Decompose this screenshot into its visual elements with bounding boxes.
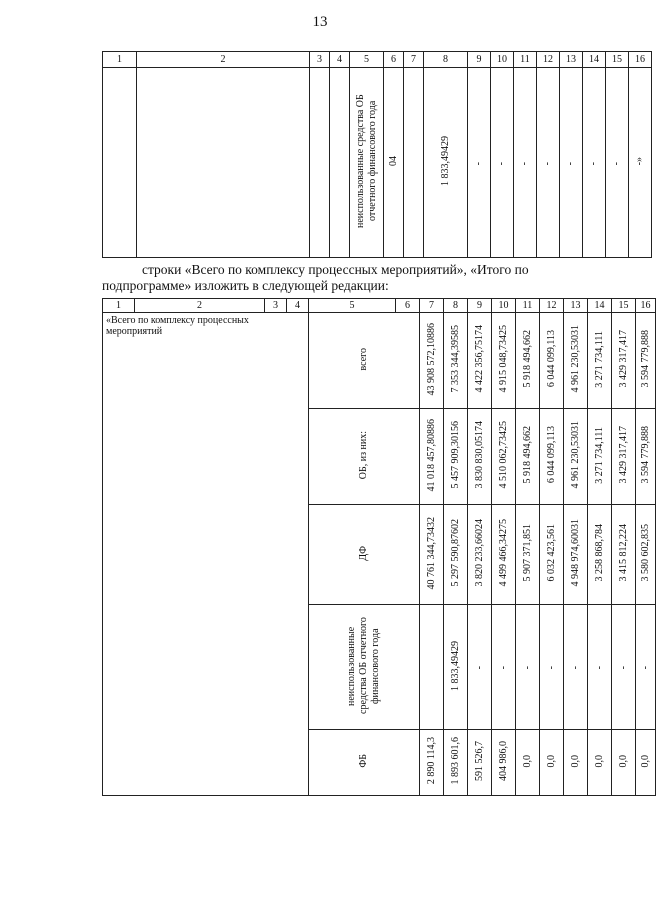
table2-header-cell: 12	[540, 299, 564, 313]
table2-value-cell: -	[540, 605, 564, 730]
table2-header-cell: 7	[420, 299, 444, 313]
table1-header-cell: 8	[424, 52, 468, 68]
table2-value-cell: 3 429 317,417	[612, 409, 636, 505]
table1-value-cell: -»	[629, 68, 652, 258]
table2-header-cell: 9	[468, 299, 492, 313]
table2-header-cell: 16	[636, 299, 656, 313]
table2-header-cell: 10	[492, 299, 516, 313]
table2-row-total	[103, 313, 656, 409]
table1-value-cell: -	[468, 68, 491, 258]
table2-value-cell: 0,0	[564, 730, 588, 796]
table1-header-cell: 11	[514, 52, 537, 68]
table2-value-cell: 4 961 230,53031	[564, 313, 588, 409]
table2-value-cell: -	[516, 605, 540, 730]
table2-header-cell: 5	[309, 299, 396, 313]
table1-cell	[404, 68, 424, 258]
table2-value-cell: 3 415 812,224	[612, 505, 636, 605]
table1-value-cell	[424, 68, 468, 258]
table2-value-cell: 591 526,7	[468, 730, 492, 796]
table2-value-cell: 5 918 494,662	[516, 409, 540, 505]
table1-header-cell: 12	[537, 52, 560, 68]
table2-value-cell: -	[588, 605, 612, 730]
table2-rowname-cell: неиспользованные средства ОБ отчетного финансового года	[309, 605, 420, 730]
table2-header-cell: 13	[564, 299, 588, 313]
table1-value-cell: -	[560, 68, 583, 258]
page-number: 13	[312, 14, 328, 30]
table1-header-cell: 16	[629, 52, 652, 68]
table2-value-cell: 4 961 230,53031	[564, 409, 588, 505]
table1-code-text: 04	[387, 156, 399, 166]
table2-value-cell: 3 594 779,888	[636, 313, 656, 409]
table1-header-cell: 2	[137, 52, 310, 68]
table1-header-cell: 15	[606, 52, 629, 68]
table1-cell	[137, 68, 310, 258]
continuation-table	[102, 51, 652, 258]
table1-value-cell: -	[606, 68, 629, 258]
table1-header-cell: 3	[310, 52, 330, 68]
table1-value-cell: -	[537, 68, 560, 258]
table1-value-cell: -	[583, 68, 606, 258]
table1-header-cell: 1	[103, 52, 137, 68]
table1-header-cell: 6	[384, 52, 404, 68]
table2-value-cell: 6 032 423,561	[540, 505, 564, 605]
table2-value-cell: 404 986,0	[492, 730, 516, 796]
table2-value-cell: 4 915 048,73425	[492, 313, 516, 409]
table2-value-cell: 4 948 974,60031	[564, 505, 588, 605]
table2-value-cell: 1 893 601,6	[444, 730, 468, 796]
table2-value-cell: 0,0	[540, 730, 564, 796]
table1-source-cell	[350, 68, 384, 258]
table1-cell	[103, 68, 137, 258]
table2-header-cell: 3	[265, 299, 287, 313]
table2-value-cell: 4 422 356,75174	[468, 313, 492, 409]
table2-value-cell: 3 258 868,784	[588, 505, 612, 605]
table1-header-cell: 4	[330, 52, 350, 68]
table2-value-cell: -	[492, 605, 516, 730]
table1-header-cell: 10	[491, 52, 514, 68]
table1-value-text: 1 833,49429	[439, 136, 451, 186]
table2-value-cell: 5 457 909,30156	[444, 409, 468, 505]
table2-value-cell: 0,0	[612, 730, 636, 796]
table1-value-cell: -	[491, 68, 514, 258]
table2-label-cell	[103, 313, 309, 796]
table2-rowname-cell: ФБ	[309, 730, 420, 796]
table1-header-cell: 9	[468, 52, 491, 68]
table2-value-cell: 5 907 371,851	[516, 505, 540, 605]
table1-value-cell: -	[514, 68, 537, 258]
table2-rowname-cell: ДФ	[309, 505, 420, 605]
table2-value-cell: -	[612, 605, 636, 730]
table1-header-cell: 13	[560, 52, 583, 68]
table1-header-cell: 14	[583, 52, 606, 68]
table1-header-cell: 7	[404, 52, 424, 68]
table2-header-row	[103, 299, 656, 313]
table2-header-cell: 14	[588, 299, 612, 313]
table2-value-cell: 7 353 344,39585	[444, 313, 468, 409]
table2-header-cell: 1	[103, 299, 135, 313]
table2-value-cell: 3 580 602,835	[636, 505, 656, 605]
table2-value-cell: 3 271 734,111	[588, 409, 612, 505]
totals-table	[102, 298, 656, 796]
table2-value-cell: 3 429 317,417	[612, 313, 636, 409]
table2-value-cell: 4 499 466,34275	[492, 505, 516, 605]
table2-value-cell: 43 908 572,10886	[420, 313, 444, 409]
table1-header-row	[103, 52, 652, 68]
table2-rowname-cell: всего	[309, 313, 420, 409]
table2-value-cell: 41 018 457,80886	[420, 409, 444, 505]
table2-header-cell: 4	[287, 299, 309, 313]
table2-value-cell: 5 297 590,87602	[444, 505, 468, 605]
table1-code-cell	[384, 68, 404, 258]
table1-header-cell: 5	[350, 52, 384, 68]
table2-value-cell: 2 890 114,3	[420, 730, 444, 796]
table2-header-cell: 8	[444, 299, 468, 313]
table2-value-cell: 3 594 779,888	[636, 409, 656, 505]
table2-value-cell: 4 510 062,73425	[492, 409, 516, 505]
table2-header-cell: 2	[135, 299, 265, 313]
table2-header-cell: 15	[612, 299, 636, 313]
table2-value-cell: 6 044 099,113	[540, 409, 564, 505]
table2-value-cell: 1 833,49429	[444, 605, 468, 730]
table1-cell	[310, 68, 330, 258]
paragraph-line-2: подпрограмме» изложить в следующей редакции:	[102, 278, 389, 293]
paragraph-line-1: строки «Всего по комплексу процессных мероприятий», «Итого по	[142, 262, 529, 277]
table2-value-cell: -	[468, 605, 492, 730]
table2-value-cell: 3 830 830,05174	[468, 409, 492, 505]
table2-rowname-cell: ОБ, из них:	[309, 409, 420, 505]
table1-cell	[330, 68, 350, 258]
table2-value-cell: -	[636, 605, 656, 730]
table2-value-cell: 0,0	[588, 730, 612, 796]
table2-value-cell: 3 271 734,111	[588, 313, 612, 409]
table2-value-cell: 0,0	[516, 730, 540, 796]
table2-value-cell: -	[564, 605, 588, 730]
table2-value-cell: 6 044 099,113	[540, 313, 564, 409]
table2-value-cell	[420, 605, 444, 730]
table2-header-cell: 11	[516, 299, 540, 313]
table2-value-cell: 3 820 233,66024	[468, 505, 492, 605]
table1-source-text: неиспользованные средства ОБ отчетного финансового года	[354, 94, 378, 228]
table2-value-cell: 5 918 494,662	[516, 313, 540, 409]
table2-value-cell: 0,0	[636, 730, 656, 796]
table2-value-cell: 40 761 344,73432	[420, 505, 444, 605]
table1-row	[103, 68, 652, 258]
table2-label: «Всего по комплексу процессных мероприятий	[106, 315, 249, 337]
table2-header-cell: 6	[396, 299, 420, 313]
